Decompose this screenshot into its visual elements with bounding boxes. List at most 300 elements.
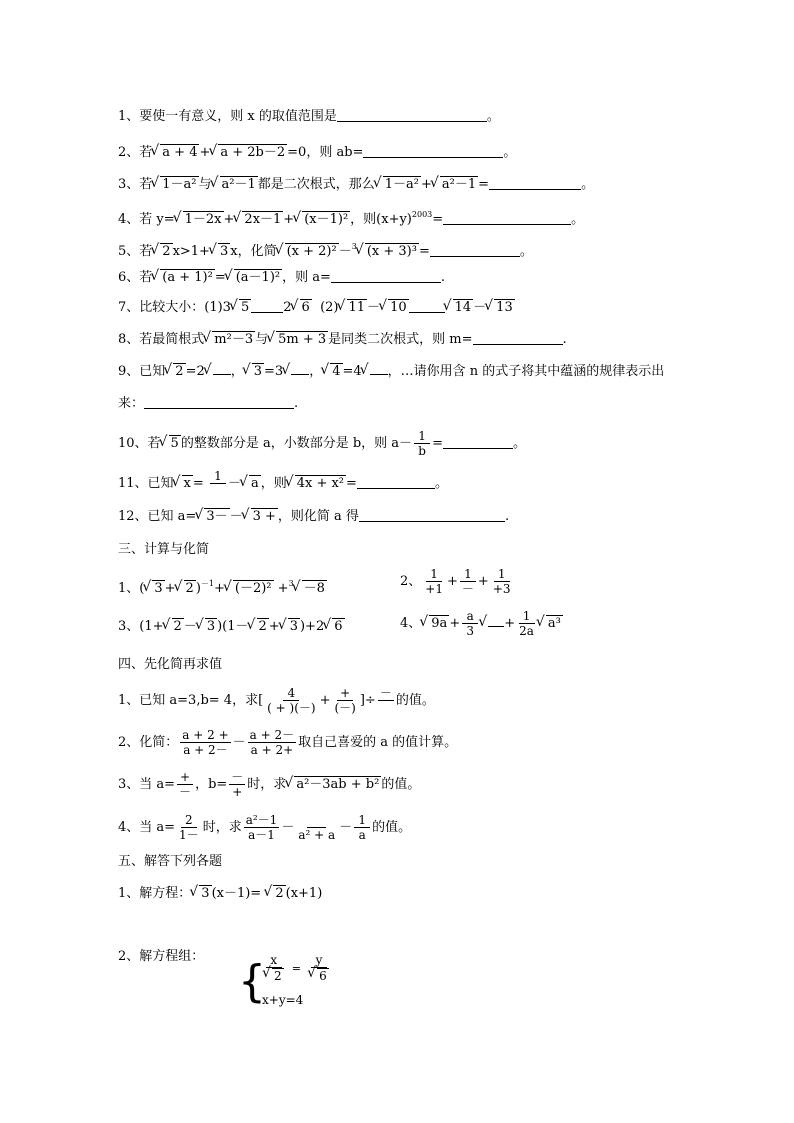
radical (446, 298, 474, 318)
radical (153, 268, 215, 288)
radical (198, 617, 217, 637)
fraction (177, 813, 201, 842)
radicand: 2 (185, 581, 194, 596)
system-brace: { (238, 956, 266, 1007)
exponent: 2003 (411, 210, 433, 219)
numerator: － (379, 686, 392, 700)
fraction (210, 469, 226, 498)
q-text: － (473, 300, 487, 315)
punct: 。 (512, 436, 526, 451)
q-text: =0，则 ab= (287, 145, 364, 160)
answer-blank[interactable] (473, 330, 563, 345)
fraction (378, 686, 394, 715)
s3-problem-3 (118, 617, 345, 637)
root-index: 3 (288, 579, 294, 588)
radicand: a + 2b－2 (220, 145, 286, 160)
q-text: － (232, 735, 246, 750)
radicand: 3 (201, 886, 210, 901)
radicand: 1－a² (162, 177, 197, 192)
question-12 (118, 507, 509, 527)
radicand: 3 + (252, 509, 276, 524)
radical (340, 298, 368, 318)
radical (295, 579, 327, 599)
radical (325, 617, 344, 637)
radicand: (x－1)² (304, 212, 349, 227)
system-equation-2: x+y=4 (262, 993, 304, 1007)
radicand: a²－3ab + b² (296, 777, 380, 792)
q-text: 6、若 (118, 270, 153, 285)
answer-blank[interactable] (331, 268, 441, 283)
denominator: 3 (466, 624, 475, 638)
q-text: － (339, 820, 353, 835)
answer-blank[interactable] (337, 107, 487, 122)
denominator (378, 701, 394, 715)
fraction (180, 728, 230, 757)
q-text: + (504, 616, 516, 631)
answer-blank[interactable] (363, 143, 503, 158)
denominator: 2a (519, 624, 534, 638)
punct: . (562, 332, 567, 347)
q-text: x>1+ (172, 244, 210, 259)
q-text: + (283, 212, 295, 227)
numerator: x (266, 953, 282, 968)
q-text: 4、若 y= (118, 212, 175, 227)
s5-problem-2 (118, 947, 204, 967)
q-text: + (223, 212, 235, 227)
denominator: +1 (425, 582, 443, 596)
answer-blank[interactable] (357, 474, 435, 489)
answer-blank[interactable] (430, 242, 520, 257)
q-text: 的值。 (381, 777, 421, 792)
radical (227, 268, 282, 288)
radical (433, 175, 478, 195)
numerator: 1 (519, 609, 535, 624)
fraction (423, 567, 445, 596)
radical (281, 617, 300, 637)
radicand: x (183, 476, 191, 491)
q-text: =2 (185, 364, 205, 379)
fraction (248, 728, 296, 757)
q-text: － (227, 476, 241, 491)
q-text: =4 (342, 364, 362, 379)
q-text: ，则 (260, 476, 287, 491)
q-text: 2、化简： (118, 735, 179, 750)
q-text: 4、当 a= (118, 820, 176, 835)
radical (278, 242, 339, 262)
q-text: 4、 (400, 616, 422, 631)
denominator: 1－ (179, 828, 199, 842)
q-text: 1、解方程： (118, 886, 192, 901)
radicand: 9a (431, 616, 448, 631)
radicand: 4x + x² (296, 476, 345, 491)
numerator: y (311, 953, 327, 968)
punct: . (504, 509, 510, 524)
radicand: 3 (154, 581, 163, 596)
radicand: 10 (390, 300, 407, 315)
radicand: －8 (303, 581, 325, 596)
q-text: 取自己喜爱的 a 的值计算。 (298, 735, 458, 750)
radical (245, 362, 264, 382)
radical (295, 210, 350, 230)
q-text: 1、( (118, 581, 145, 596)
question-2 (118, 143, 516, 163)
q-text: 时，求 (247, 777, 287, 792)
denominator: +3 (492, 582, 511, 596)
denominator: + (232, 785, 243, 799)
radical (226, 579, 274, 599)
radicand: 3 (289, 619, 298, 634)
numerator: + (337, 686, 353, 701)
fraction (517, 609, 536, 638)
radicand: (a－1)² (235, 270, 281, 285)
s3-problem-1 (118, 574, 327, 599)
radicand: 2 (162, 244, 171, 259)
q-text: (x－1)= (211, 886, 266, 901)
q-text: 的值。 (395, 693, 435, 708)
q-text: 的整数部分是 a，小数部分是 b，则 a－ (180, 436, 413, 451)
denominator (210, 484, 226, 498)
numerator: 1 (210, 469, 226, 484)
q-text: 2 (283, 300, 292, 315)
q-text: 都是二次根式，那么 (257, 177, 375, 192)
fraction (332, 686, 357, 715)
radical (481, 614, 504, 634)
denominator: (－) (334, 701, 356, 715)
radicand: 2 (173, 619, 182, 634)
denominator: － (179, 785, 192, 799)
fraction (460, 567, 476, 596)
q-text: = (418, 244, 430, 259)
radical (323, 362, 342, 382)
q-text: 1、已知 a=3,b= 4，求[ (118, 693, 264, 708)
radicand: a (250, 476, 259, 491)
radicand: 5m + 3 (278, 332, 327, 347)
radicand: 2 (274, 969, 282, 983)
radical (266, 884, 285, 904)
exponent: －1 (200, 579, 214, 588)
q-text: =3 (264, 364, 284, 379)
numerator: 1 (354, 813, 370, 828)
q-text: 5、若 (118, 244, 153, 259)
q-text: + (449, 616, 461, 631)
radical (358, 242, 419, 262)
q-text: + (319, 693, 331, 708)
denominator: a² + a (298, 828, 336, 842)
q-text: － (183, 619, 197, 634)
punct: 。 (519, 244, 533, 259)
q-text: 与 (255, 332, 269, 347)
q-text: + (213, 581, 225, 596)
q-text: 8、若最简根式 (118, 332, 205, 347)
fraction (354, 813, 370, 842)
radicand: 1－a² (384, 177, 420, 192)
q-text: ]÷ (359, 693, 376, 708)
radicand: 2 (275, 886, 284, 901)
radical (211, 143, 287, 163)
q-text: ，b= (195, 777, 228, 792)
q-text: 与 (198, 177, 212, 192)
q-text: 3、若 (118, 177, 153, 192)
q-text: + (273, 581, 289, 596)
denominator: ( + )(－) (267, 701, 316, 715)
radical (176, 210, 224, 230)
s4-problem-1 (118, 686, 435, 715)
radical (242, 474, 261, 494)
s4-problem-4 (118, 813, 411, 842)
numerator: a + 2 + (182, 728, 229, 742)
s5-problem-1 (118, 884, 322, 904)
radical (269, 330, 328, 350)
answer-blank[interactable] (409, 298, 445, 313)
radical (487, 298, 515, 318)
radical (192, 884, 211, 904)
radical (287, 775, 381, 795)
answer-blank[interactable] (144, 394, 294, 409)
fraction (244, 813, 280, 842)
numerator: 1 (494, 567, 510, 582)
q-text: 的值。 (372, 820, 412, 835)
radical (250, 617, 269, 637)
q-text: ，则化简 a 得 (277, 509, 359, 524)
answer-blank[interactable] (251, 298, 283, 313)
radical (265, 968, 284, 984)
q-text: ，…请你用含 n 的式子将其中蕴涵的规律表示出 (387, 364, 665, 379)
answer-blank[interactable] (359, 507, 505, 522)
radical (162, 434, 181, 454)
denominator (307, 968, 331, 984)
q-text: = (192, 476, 208, 491)
radical (232, 298, 251, 318)
denominator (262, 968, 286, 984)
question-1 (118, 107, 500, 127)
q-text: ， (309, 364, 323, 379)
radicand: (a + 1)² (162, 270, 213, 285)
radicand: 4 (332, 364, 341, 379)
radicand: (－2)² (234, 581, 272, 596)
q-text: 是同类二次根式，则 m= (328, 332, 473, 347)
radicand: 6 (301, 300, 310, 315)
q-text: 7、比较大小：(1)3 (118, 300, 231, 315)
radical (206, 362, 231, 382)
denominator: a (358, 828, 366, 842)
radical (422, 614, 449, 634)
punct: 。 (503, 145, 517, 160)
radical (153, 175, 198, 195)
radicand: 3－ (206, 509, 228, 524)
q-text: 2、解方程组： (118, 949, 205, 964)
radical (177, 579, 196, 599)
numerator: 2 (181, 813, 197, 828)
radical (211, 242, 230, 262)
question-6 (118, 268, 445, 288)
q-text: + (477, 574, 489, 589)
radicand: 11 (348, 300, 366, 315)
q-text: － (338, 244, 352, 259)
question-3 (118, 175, 594, 195)
radicand: 3 (206, 619, 216, 634)
section-5-title: 五、解答下列各题 (118, 854, 223, 869)
system-equation-1 (260, 953, 333, 984)
radicand: 1－2x (184, 212, 222, 227)
s4-problem-3 (118, 770, 420, 799)
denominator: a + 2－ (183, 743, 228, 757)
radicand: 6 (334, 619, 343, 634)
denominator: a + 2+ (250, 743, 294, 757)
radical (166, 362, 185, 382)
q-text: － (281, 820, 295, 835)
q-text: 3、当 a= (118, 777, 176, 792)
q-text: = (346, 476, 357, 491)
radical (284, 362, 309, 382)
q-text: ，则(x+y) (350, 212, 412, 227)
q-text: 3、(1+ (118, 619, 164, 634)
radicand: 5 (170, 436, 179, 451)
q-text: 时，求 (202, 820, 242, 835)
numerator: 1 (414, 429, 430, 444)
punct: 。 (434, 476, 448, 491)
s3-problem-2 (400, 567, 515, 596)
question-8 (118, 330, 567, 350)
fraction (491, 567, 513, 596)
fraction (229, 770, 245, 799)
radicand: a³ (547, 616, 561, 631)
radical (363, 362, 388, 382)
radicand: 3 (219, 244, 229, 259)
q-text: ) (195, 581, 201, 596)
q-text: (2) (311, 300, 339, 315)
fraction (177, 770, 193, 799)
q-text: + (421, 177, 432, 192)
radical (244, 507, 278, 527)
numerator: a (462, 609, 478, 624)
radicand: 14 (454, 300, 472, 315)
q-text: 11、已知 (118, 476, 174, 491)
radical (293, 298, 312, 318)
radicand: 5 (240, 300, 250, 315)
radicand: (x + 3)³ (366, 244, 417, 259)
radical (288, 474, 346, 494)
question-5 (118, 237, 533, 262)
q-text: + (164, 581, 176, 596)
punct: . (440, 270, 446, 285)
punct: . (294, 396, 299, 411)
q-text: = (432, 212, 444, 227)
question-11 (118, 469, 448, 498)
q-text: ，则 a= (282, 270, 331, 285)
radical (197, 507, 229, 527)
numerator: 1 (460, 567, 476, 582)
s3-problem-4 (400, 609, 563, 638)
denominator: － (461, 582, 474, 596)
q-text: 来： (118, 396, 145, 411)
q-text: )+2 (299, 619, 325, 634)
fraction (307, 953, 331, 984)
fraction (262, 953, 286, 984)
numerator: 1 (426, 567, 442, 582)
radicand: a²－1 (441, 177, 477, 192)
q-text: 2、 (400, 574, 422, 589)
punct: 。 (571, 212, 585, 227)
q-text: + (199, 145, 211, 160)
q-text: + (446, 574, 458, 589)
radicand: 6 (319, 969, 327, 983)
numerator: a²－1 (245, 813, 278, 827)
radical (145, 579, 164, 599)
q-text: － (367, 300, 381, 315)
denominator: a－1 (248, 828, 275, 842)
q-text: = (214, 270, 226, 285)
radicand: a²－1 (221, 177, 256, 192)
fraction (462, 609, 478, 638)
answer-blank[interactable] (443, 210, 571, 225)
radical (539, 614, 563, 634)
numerator: 4 (283, 686, 299, 701)
answer-blank[interactable] (489, 175, 581, 190)
s4-problem-2 (118, 728, 457, 757)
question-9 (118, 362, 664, 382)
radical (381, 298, 409, 318)
answer-blank[interactable] (443, 434, 513, 449)
question-9-cont (118, 394, 298, 414)
radical (310, 968, 329, 984)
punct: 。 (486, 109, 500, 124)
q-text: )(1－ (217, 619, 249, 634)
section-3-title: 三、计算与化简 (118, 542, 210, 557)
radical (213, 175, 258, 195)
question-7 (118, 298, 515, 318)
q-text: － (229, 509, 243, 524)
root-index: 3 (351, 242, 357, 251)
punct: 。 (581, 177, 595, 192)
q-text: 2、若 (118, 145, 153, 160)
q-text: = (478, 177, 490, 192)
radicand: a + 4 (162, 145, 198, 160)
numerator: + (177, 770, 193, 785)
question-10 (118, 429, 526, 458)
numerator: a + 2－ (249, 728, 295, 742)
radical (175, 474, 193, 494)
fraction (296, 813, 337, 842)
radicand: 13 (496, 300, 513, 315)
numerator: － (231, 770, 244, 784)
q-text: + (268, 619, 280, 634)
radical (153, 242, 172, 262)
equals-sign: = (291, 962, 301, 975)
q-text: 9、已知 (118, 364, 166, 379)
question-1-text: 1、要使一有意义，则 x 的取值范围是 (118, 109, 337, 124)
question-4 (118, 205, 584, 230)
radical (153, 143, 199, 163)
numerator (307, 813, 326, 828)
q-text: ， (230, 364, 244, 379)
fraction (414, 429, 430, 458)
radicand: m²－3 (214, 332, 254, 347)
radicand: 2x－1 (244, 212, 282, 227)
radical (205, 330, 255, 350)
q-text: 10、若 (118, 436, 161, 451)
radicand: 3 (253, 364, 263, 379)
section-4-title: 四、先化简再求值 (118, 657, 223, 672)
radical (376, 175, 421, 195)
radicand: 2 (258, 619, 267, 634)
q-text: (x+1) (285, 886, 323, 901)
fraction (265, 686, 317, 715)
radicand: (x + 2)² (286, 244, 337, 259)
radical (165, 617, 184, 637)
radical (235, 210, 283, 230)
q-text: x，化简 (230, 244, 277, 259)
q-text: 12、已知 a= (118, 509, 197, 524)
